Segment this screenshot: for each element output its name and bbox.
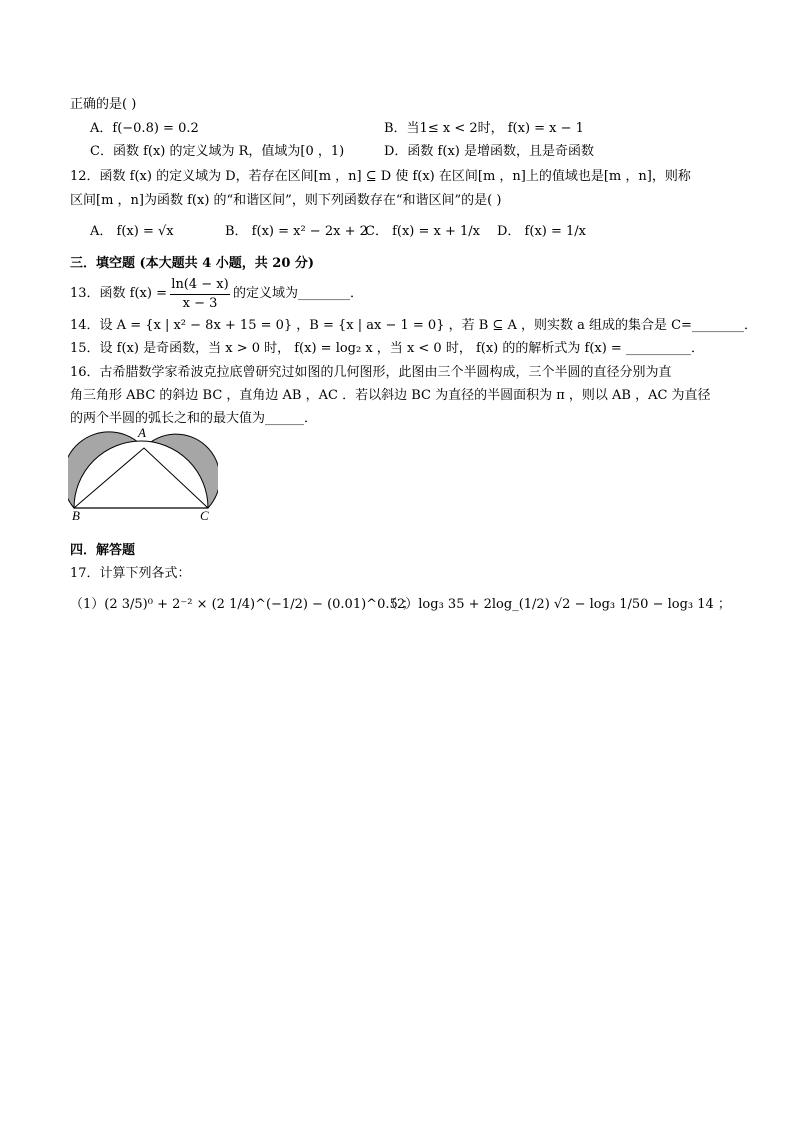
q12-option-b: B． f(x) = x² − 2x + 2 xyxy=(225,224,368,239)
q11-option-c: C．函数 f(x) 的定义域为 R，值域为[0 ，1) xyxy=(90,144,345,159)
q15-text: 15．设 f(x) 是奇函数，当 x > 0 时， f(x) = log₂ x ，当 x < 0 时， f(x) 的的解析式为 f(x) = __________． xyxy=(70,341,704,356)
q16-line-3: 的两个半圆的弧长之和的最大值为______． xyxy=(70,411,318,426)
q17-part-1: （1）(2 3/5)⁰ + 2⁻² × (2 1/4)^(−1/2) − (0.01)^0.5 ； xyxy=(70,597,415,612)
figure-label-c: C xyxy=(200,508,209,523)
q16-line-2: 角三角形 ABC 的斜边 BC ，直角边 AB ，AC ．若以斜边 BC 为直径的半圆面积为 π ，则以 AB ，AC 为直径 xyxy=(70,388,711,403)
q13-denominator: x − 3 xyxy=(182,296,218,311)
q11-option-a: A．f(−0.8) = 0.2 xyxy=(90,121,199,136)
q13-suffix: 的定义域为________． xyxy=(233,286,364,301)
q13-fraction-bar xyxy=(170,294,230,295)
section-4-title: 四．解答题 xyxy=(70,543,136,558)
q13-prefix: 13．函数 f(x) = xyxy=(70,286,167,301)
q12-option-c: C． f(x) = x + 1/x xyxy=(365,224,480,239)
q17-stem: 17．计算下列各式： xyxy=(70,566,191,581)
q17-part-2: （2）log₃ 35 + 2log_(1/2) √2 − log₃ 1/50 − log₃ 14 ； xyxy=(384,597,731,612)
q12-line-2: 区间[m ，n]为函数 f(x) 的“和谐区间”，则下列函数存在“和谐区间”的是( ) xyxy=(70,193,502,208)
q16-line-1: 16．古希腊数学家希波克拉底曾研究过如图的几何图形，此图由三个半圆构成，三个半圆的直径分别为直 xyxy=(70,365,672,380)
section-3-title: 三．填空题 (本大题共 4 小题，共 20 分) xyxy=(70,256,315,271)
q11-option-d: D．函数 f(x) 是增函数，且是奇函数 xyxy=(384,144,594,159)
figure-label-b: B xyxy=(72,508,80,523)
q13-numerator: ln(4 − x) xyxy=(171,277,229,292)
q12-line-1: 12．函数 f(x) 的定义域为 D，若存在区间[m ，n] ⊆ D 使 f(x) 在区间[m ，n]上的值域也是[m ，n]，则称 xyxy=(70,169,691,184)
q12-option-a: A． f(x) = √x xyxy=(90,224,174,239)
figure-label-a: A xyxy=(138,425,146,440)
q12-option-d: D． f(x) = 1/x xyxy=(497,224,586,239)
q11-option-b: B．当1≤ x < 2时， f(x) = x − 1 xyxy=(384,121,584,136)
q11-stem-tail: 正确的是( ) xyxy=(70,97,137,112)
q14-text: 14．设 A = {x | x² − 8x + 15 = 0} ，B = {x | ax − 1 = 0} ，若 B ⊆ A ，则实数 a 组成的集合是 C=________． xyxy=(70,318,757,333)
